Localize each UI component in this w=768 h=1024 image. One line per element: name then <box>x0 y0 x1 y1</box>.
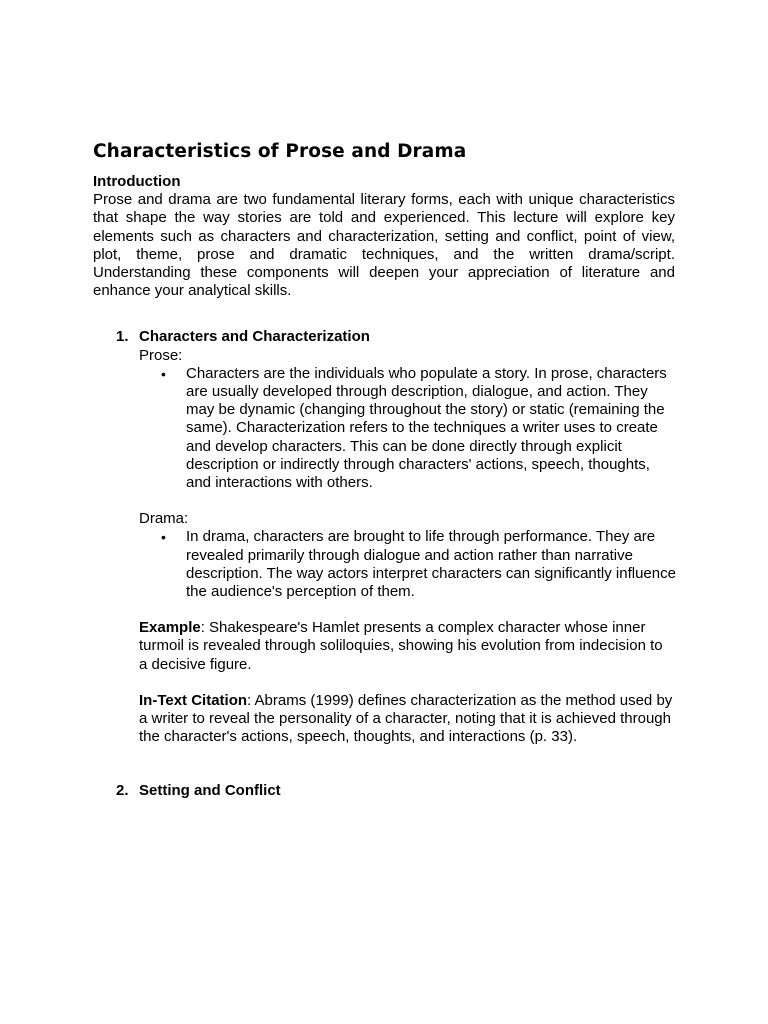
document-title: Characteristics of Prose and Drama <box>93 141 467 162</box>
list-item <box>161 528 676 601</box>
example-label: Example <box>139 619 201 637</box>
prose-bullet-text: Characters are the individuals who populate a story. In prose, characters are usually developed through description, dialogue, and action. They may be dynamic (changing throughout the story) or static (remaining the same). Characterization refers to the techniques a writer uses to create and develop characters. This can be done directly through explicit description or indirectly through characters' actions, speech, thoughts, and interactions with others. <box>186 364 667 492</box>
introduction-paragraph: Prose and drama are two fundamental literary forms, each with unique characteristics that shape the way stories are told and experienced. This lecture will explore key elements such as characters and characterization, setting and conflict, point of view, plot, theme, prose and dramatic techniques, and the written drama/script. Understanding these components will deepen your appreciation of literature and enhance your analytical skills. <box>93 191 675 300</box>
section-title: Characters and Characterization <box>139 328 370 346</box>
document-page <box>93 141 675 801</box>
drama-bullet-text: In drama, characters are brought to life through performance. They are revealed primarily through dialogue and action rather than narrative description. The way actors interpret characters can significantly influence the audience's perception of them. <box>186 528 676 601</box>
section-number: 1. <box>116 328 129 346</box>
example-text: : Shakespeare's Hamlet presents a complex character whose inner turmoil is revealed through soliloquies, showing his evolution from indecision to a decisive figure. <box>139 619 663 673</box>
example-paragraph <box>139 619 675 674</box>
bullet-icon: • <box>161 529 166 546</box>
citation-paragraph <box>139 692 675 747</box>
introduction-heading: Introduction <box>93 173 181 190</box>
citation-text: : Abrams (1999) defines characterization as the method used by a writer to reveal the personality of a character, noting that it is achieved through the character's actions, speech, thoughts, and interactions (p. 33). <box>139 691 673 746</box>
drama-label: Drama: <box>139 510 189 528</box>
section-title: Setting and Conflict <box>139 782 281 800</box>
citation-label: In-Text Citation <box>139 691 248 709</box>
list-item <box>161 364 676 492</box>
prose-label: Prose: <box>139 346 183 364</box>
section-characters <box>116 328 676 746</box>
bullet-icon: • <box>161 365 166 382</box>
section-setting-conflict <box>116 782 675 800</box>
section-number: 2. <box>116 782 129 800</box>
